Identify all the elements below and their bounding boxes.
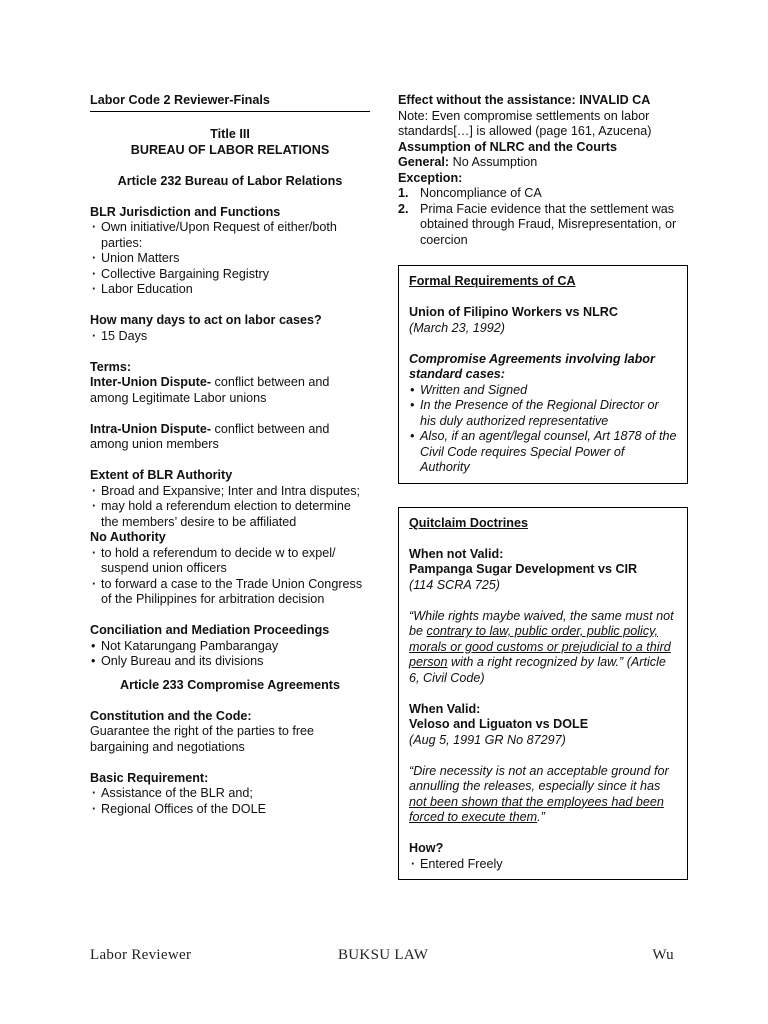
footer-center: BUKSU LAW bbox=[338, 947, 429, 963]
list-item: • Written and Signed bbox=[409, 383, 677, 399]
days-question: How many days to act on labor cases? bbox=[90, 313, 322, 327]
quote-text bbox=[409, 764, 677, 826]
intra-union-text: conflict between and among union members bbox=[90, 421, 330, 451]
general-label: General: bbox=[398, 155, 450, 169]
list-item: · to hold a referendum to decide w to expel/ suspend union officers bbox=[90, 546, 370, 577]
footer-left: Labor Reviewer bbox=[90, 947, 192, 963]
list-item: • Also, if an agent/legal counsel, Art 1878 of the Civil Code requires Special Power of Authority bbox=[409, 429, 677, 476]
item-number: 1. bbox=[398, 186, 409, 200]
right-column bbox=[398, 93, 688, 880]
inter-union-term: Inter-Union Dispute- bbox=[90, 375, 212, 389]
document-header: Labor Code 2 Reviewer-Finals bbox=[90, 93, 370, 112]
how-heading: How? bbox=[409, 841, 444, 855]
quote-underlined: not been shown that the employees had been forced to execute them bbox=[409, 794, 664, 824]
case-citation: (114 SCRA 725) bbox=[409, 577, 500, 592]
list-item: · Entered Freely bbox=[409, 857, 677, 873]
list-item: · Labor Education bbox=[90, 282, 370, 298]
extent-heading: Extent of BLR Authority bbox=[90, 468, 233, 482]
assumption-heading: Assumption of NLRC and the Courts bbox=[398, 139, 617, 154]
when-not-valid-heading: When not Valid: bbox=[409, 546, 504, 561]
quote-text bbox=[409, 609, 677, 687]
list-item: · 15 Days bbox=[90, 329, 370, 345]
quote-underlined: contrary to law, public order, public policy, morals or good customs or prejudicial to a third person bbox=[409, 624, 671, 669]
quote-part: “Dire necessity is not an acceptable ground for annulling the releases, especially since it has bbox=[409, 763, 669, 793]
list-item bbox=[398, 186, 688, 202]
list-item: · Regional Offices of the DOLE bbox=[90, 802, 370, 818]
case-name: Veloso and Liguaton vs DOLE bbox=[409, 717, 589, 731]
title-number: Title III bbox=[210, 127, 250, 141]
case-citation: (Aug 5, 1991 GR No 87297) bbox=[409, 732, 566, 747]
list-item: · Collective Bargaining Registry bbox=[90, 267, 370, 283]
no-authority-heading: No Authority bbox=[90, 530, 166, 544]
case-date: (March 23, 1992) bbox=[409, 320, 505, 335]
quote-part: “While rights maybe waived, the same must not be bbox=[409, 608, 674, 638]
constitution-text: Guarantee the right of the parties to free bargaining and negotiations bbox=[90, 724, 315, 754]
article-233-heading: Article 233 Compromise Agreements bbox=[119, 677, 340, 692]
formal-requirements-box bbox=[398, 265, 688, 484]
list-item: • In the Presence of the Regional Director or his duly authorized representative bbox=[409, 398, 677, 429]
case-name: Union of Filipino Workers vs NLRC bbox=[409, 305, 618, 319]
note-text: Note: Even compromise settlements on labor standards[…] is allowed (page 161, Azucena) bbox=[398, 108, 652, 138]
when-valid-heading: When Valid: bbox=[409, 701, 481, 716]
list-item: · Broad and Expansive; Inter and Intra disputes; bbox=[90, 484, 370, 500]
box-title: Formal Requirements of CA bbox=[409, 274, 576, 288]
case-name: Pampanga Sugar Development vs CIR bbox=[409, 562, 638, 576]
list-item: · Union Matters bbox=[90, 251, 370, 267]
list-item: • Only Bureau and its divisions bbox=[90, 654, 370, 670]
item-text: Prima Facie evidence that the settlement was obtained through Fraud, Misrepresentation, or coercion bbox=[420, 201, 677, 247]
quote-part: .” bbox=[537, 810, 545, 824]
constitution-heading: Constitution and the Code: bbox=[90, 708, 252, 723]
title-name: BUREAU OF LABOR RELATIONS bbox=[130, 142, 330, 157]
box-title: Quitclaim Doctrines bbox=[409, 515, 528, 530]
inter-union-text: conflict between and among Legitimate Labor unions bbox=[90, 375, 330, 405]
effect-heading: Effect without the assistance: INVALID CA bbox=[398, 93, 651, 107]
conciliation-heading: Conciliation and Mediation Proceedings bbox=[90, 623, 330, 637]
item-number: 2. bbox=[398, 201, 409, 216]
list-item: · Assistance of the BLR and; bbox=[90, 786, 370, 802]
intra-union-definition bbox=[90, 422, 370, 453]
general-line bbox=[398, 155, 688, 171]
left-column bbox=[90, 93, 370, 817]
blr-jurisdiction-heading: BLR Jurisdiction and Functions bbox=[90, 204, 281, 219]
list-item: · to forward a case to the Trade Union Congress of the Philippines for arbitration decision bbox=[90, 577, 370, 608]
list-item bbox=[398, 202, 688, 249]
list-item: · Own initiative/Upon Request of either/both parties: bbox=[90, 220, 370, 251]
quitclaim-doctrines-box bbox=[398, 507, 688, 881]
exception-label: Exception: bbox=[398, 170, 463, 185]
list-item: • Not Katarungang Pambarangay bbox=[90, 639, 370, 655]
quote-part: with a right recognized by law.” (Article 6, Civil Code) bbox=[409, 655, 666, 685]
inter-union-definition bbox=[90, 375, 370, 406]
intra-union-term: Intra-Union Dispute- bbox=[90, 421, 212, 436]
compromise-subheading: Compromise Agreements involving labor standard cases: bbox=[409, 351, 655, 381]
list-item: · may hold a referendum election to determine the members’ desire to be affiliated bbox=[90, 499, 370, 530]
basic-requirement-heading: Basic Requirement: bbox=[90, 770, 209, 785]
terms-heading: Terms: bbox=[90, 359, 132, 374]
item-text: Noncompliance of CA bbox=[420, 186, 542, 200]
footer-right: Wu bbox=[652, 947, 674, 963]
general-text: No Assumption bbox=[449, 155, 538, 169]
page-footer bbox=[90, 947, 674, 969]
article-232-heading: Article 232 Bureau of Labor Relations bbox=[117, 173, 343, 188]
